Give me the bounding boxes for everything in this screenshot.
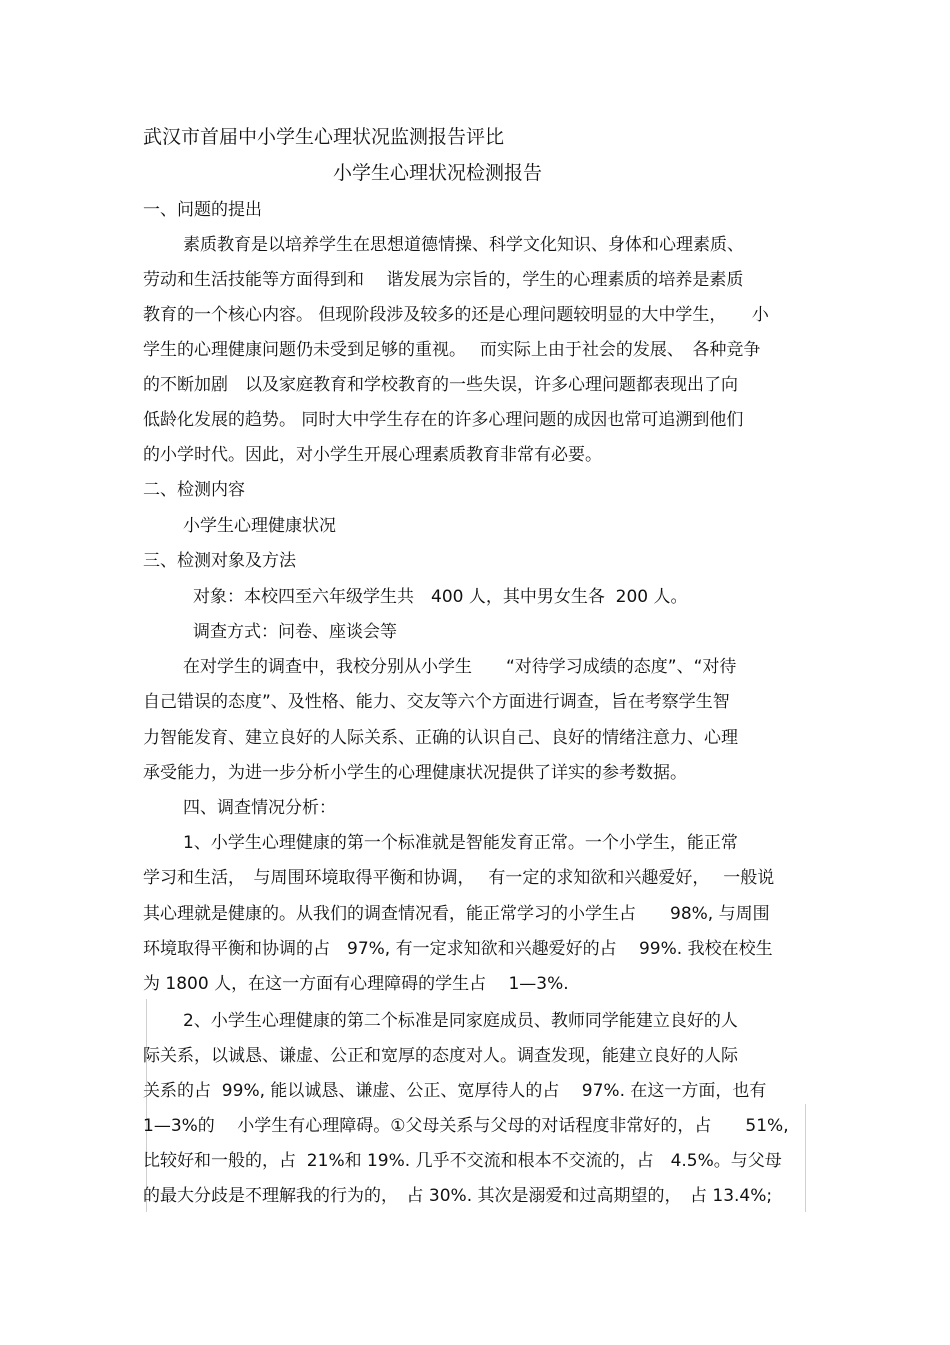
- section-heading-2: 二、检测内容: [143, 480, 245, 500]
- document-title: 武汉市首届中小学生心理状况监测报告评比: [143, 126, 505, 148]
- paragraph-line: 2、小学生心理健康的第二个标准是同家庭成员、教师同学能建立良好的人: [183, 1011, 738, 1031]
- paragraph-line: 1、小学生心理健康的第一个标准就是智能发育正常。一个小学生，能正常: [183, 833, 738, 853]
- paragraph-line: 际关系，以诚恳、谦虚、公正和宽厚的态度对人。调查发现，能建立良好的人际: [143, 1046, 738, 1066]
- paragraph-line: 承受能力，为进一步分析小学生的心理健康状况提供了详实的参考数据。: [143, 763, 687, 783]
- section-heading-4: 四、调查情况分析：: [183, 798, 336, 818]
- paragraph-line: 小学生心理健康状况: [183, 516, 336, 536]
- document-subtitle: 小学生心理状况检测报告: [333, 162, 543, 184]
- scan-edge-line: [805, 1104, 806, 1212]
- paragraph-line: 学习和生活， 与周围环境取得平衡和协调， 有一定的求知欲和兴趣爱好， 一般说: [143, 868, 775, 888]
- paragraph-line: 关系的占 99%, 能以诚恳、谦虚、公正、宽厚待人的占 97%. 在这一方面，也有: [143, 1081, 767, 1101]
- paragraph-line: 低龄化发展的趋势。 同时大中学生存在的许多心理问题的成因也常可追溯到他们: [143, 410, 744, 430]
- section-heading-3: 三、检测对象及方法: [143, 551, 296, 571]
- paragraph-line: 教育的一个核心内容。 但现阶段涉及较多的还是心理问题较明显的大中学生， 小: [143, 305, 769, 325]
- paragraph-line: 自己错误的态度”、及性格、能力、交友等六个方面进行调查，旨在考察学生智: [143, 692, 730, 712]
- paragraph-line: 力智能发育、建立良好的人际关系、正确的认识自己、良好的情绪注意力、心理: [143, 728, 738, 748]
- paragraph-line: 1—3%的 小学生有心理障碍。①父母关系与父母的对话程度非常好的，占 51%,: [143, 1116, 789, 1136]
- section-heading-1: 一、问题的提出: [143, 200, 262, 220]
- scan-edge-line: [146, 999, 147, 1212]
- paragraph-line: 素质教育是以培养学生在思想道德情操、科学文化知识、身体和心理素质、: [183, 235, 744, 255]
- paragraph-line: 对象：本校四至六年级学生共 400 人，其中男女生各 200 人。: [193, 587, 688, 607]
- paragraph-line: 劳动和生活技能等方面得到和 谐发展为宗旨的，学生的心理素质的培养是素质: [143, 270, 744, 290]
- paragraph-line: 环境取得平衡和协调的占 97%, 有一定求知欲和兴趣爱好的占 99%. 我校在校生: [143, 939, 773, 959]
- paragraph-line: 的小学时代。因此，对小学生开展心理素质教育非常有必要。: [143, 445, 602, 465]
- paragraph-line: 在对学生的调查中，我校分别从小学生 “对待学习成绩的态度”、“对待: [183, 657, 737, 677]
- paragraph-line: 调查方式：问卷、座谈会等: [193, 622, 397, 642]
- paragraph-line: 其心理就是健康的。从我们的调查情况看，能正常学习的小学生占 98%, 与周围: [143, 904, 770, 924]
- paragraph-line: 学生的心理健康问题仍未受到足够的重视。 而实际上由于社会的发展、 各种竞争: [143, 340, 761, 360]
- paragraph-line: 的不断加剧 以及家庭教育和学校教育的一些失误，许多心理问题都表现出了向: [143, 375, 738, 395]
- paragraph-line: 比较好和一般的，占 21%和 19%. 几乎不交流和根本不交流的，占 4.5%。与父母: [143, 1151, 782, 1171]
- paragraph-line: 的最大分歧是不理解我的行为的， 占 30%. 其次是溺爱和过高期望的， 占 13.4%;: [143, 1186, 773, 1206]
- paragraph-line: 为 1800 人，在这一方面有心理障碍的学生占 1—3%.: [143, 974, 569, 994]
